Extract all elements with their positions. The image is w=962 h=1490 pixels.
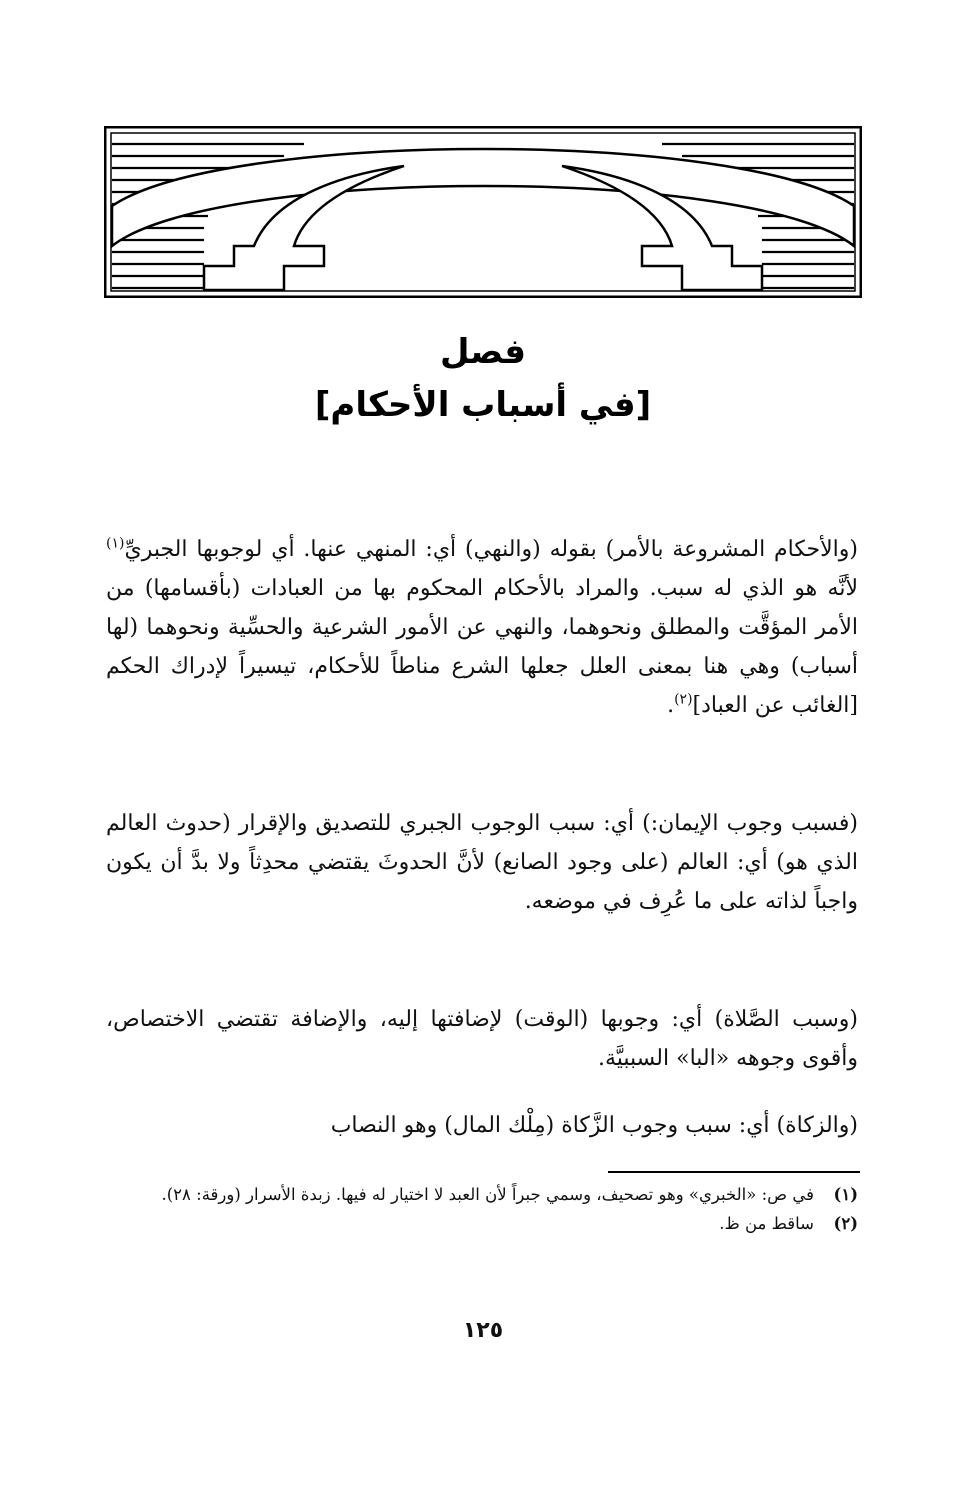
paragraph-4	[106, 1106, 858, 1145]
paragraph-3-text: (وسبب الصَّلاة) أي: وجوبها (الوقت) لإضافتها إليه، والإضافة تقتضي الاختصاص، وأقوى وجوهه «البا» السببيَّة.	[106, 1007, 858, 1071]
footnote-divider	[608, 1171, 860, 1173]
paragraph-1-text-b: لأنَّه هو الذي له سبب. والمراد بالأحكام المحكوم بها من العبادات (بأقسامها) من الأمر المؤقَّت والمطلق ونحوهما، والنهي عن الأمور الشرعية والحسِّية ونحوهما (لها أسباب) وهي هنا بمعنى العلل جعلها الشرع مناطاً للأحكام، تيسيراً لإدراك الحكم [الغائب عن العباد]	[106, 576, 858, 718]
paragraph-4-text: (والزكاة) أي: سبب وجوب الزَّكاة (مِلْك المال) وهو النصاب	[330, 1113, 858, 1138]
footnote-2	[106, 1209, 858, 1238]
section-subtitle: [في أسباب الأحكام]	[314, 385, 652, 425]
footnote-ref-1: (١)	[106, 535, 125, 552]
footnotes	[106, 1180, 858, 1238]
paragraph-1-text-c: .	[667, 693, 675, 718]
footnote-2-number: (٢)	[833, 1214, 858, 1233]
footnote-2-text: ساقط من ظ.	[719, 1214, 814, 1233]
footnote-1	[106, 1180, 858, 1209]
paragraph-1	[106, 530, 858, 725]
page-number: ١٢٥	[462, 1318, 504, 1343]
paragraph-2-text: (فسبب وجوب الإيمان:) أي: سبب الوجوب الجبري للتصديق والإقرار (حدوث العالم الذي هو) أي: العالم (على وجود الصانع) لأنَّ الحدوثَ يقتضي محدِثاً ولا بدَّ أن يكون واجباً لذاته على ما عُرِف في موضعه.	[106, 811, 859, 914]
section-title: فصل	[439, 332, 527, 372]
paragraph-3	[106, 1000, 858, 1078]
footnote-ref-2: (٢)	[674, 691, 693, 708]
footnote-1-text: في ص: «الخبري» وهو تصحيف، وسمي جبراً لأن العبد لا اختيار له فيها. زبدة الأسرار (ورقة: ٢٨).	[161, 1185, 814, 1204]
paragraph-2	[106, 804, 858, 921]
footnote-1-number: (١)	[833, 1185, 858, 1204]
decorative-header-ornament	[104, 126, 862, 298]
paragraph-1-text-a: (والأحكام المشروعة بالأمر) بقوله (والنهي) أي: المنهي عنها. أي لوجوبها الجبريِّ	[124, 537, 858, 562]
